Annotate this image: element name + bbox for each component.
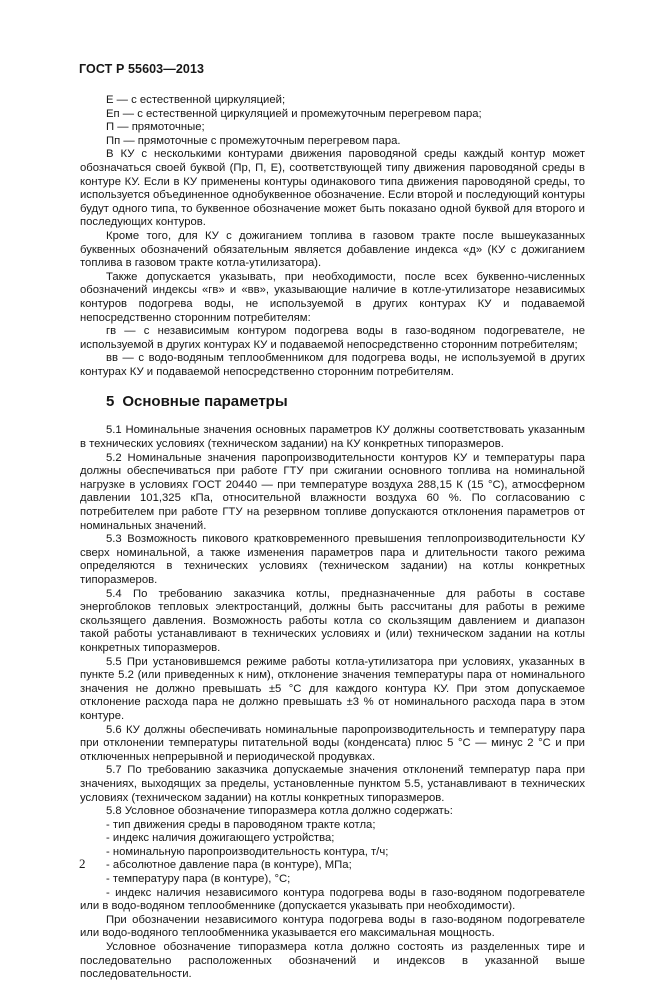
list-item: Еп — с естественной циркуляцией и промежуточным перегревом пара; bbox=[106, 107, 482, 120]
section-title: Основные параметры bbox=[122, 393, 288, 411]
clause-5-7: 5.7 По требованию заказчика допускаемые значения отклонений температур пара при значениях, выходящих за пределы, установленные пунктом 5.5, устанавливают в технических условиях (техническом задании) на котлы конкретных типоразмеров. bbox=[80, 764, 585, 804]
clause-5-6: 5.6 КУ должны обеспечивать номинальные паропроизводительность и температуру пара при отклонении температуры питательной воды (конденсата) плюс 5 °С — минус 2 °С и при отключенных непрерывной и периодической продувках. bbox=[80, 723, 585, 763]
clause-5-1: 5.1 Номинальные значения основных параметров КУ должны соответствовать указанным в технических условиях (техническом задании) на КУ конкретных типоразмеров. bbox=[80, 424, 585, 451]
page-number: 2 bbox=[79, 856, 86, 871]
list-item: - индекс наличия независимого контура подогрева воды в газо-водяном подогревателе или в водо-водяном теплообменнике (допускается указывать при необходимости). bbox=[80, 886, 585, 913]
paragraph: В КУ с несколькими контурами движения пароводяной среды каждый контур может обозначаться своей буквой (Пр, П, Е), соответствующей типу движения пароводяной среды в контуре КУ. Если в КУ применены контуры одинакового типа движения пароводяной среды, то используется объединенное однобуквенное обозначение. Если второй и последующий контуры будут одного типа, то буквенное обозначение может быть показано одной буквой для второго и последующих контуров. bbox=[80, 148, 585, 229]
list-item: - номинальную паропроизводительность контура, т/ч; bbox=[106, 845, 389, 858]
designation-list bbox=[80, 819, 585, 914]
clause-5-3: 5.3 Возможность пикового кратковременного превышения теплопроизводительности КУ сверх номинальной, а также изменения параметров пара и длительности такого режима определяются в технических условиях (техническом задании) на котлы конкретных типоразмеров. bbox=[80, 533, 585, 586]
clause-5-8: 5.8 Условное обозначение типоразмера котла должно содержать: bbox=[106, 805, 453, 818]
clause-5-4: 5.4 По требованию заказчика котлы, предназначенные для работы в составе энергоблоков тепловых электростанций, должны быть рассчитаны для работы в режиме скользящего давления. Возможность работы котла со скользящим давлением и диапазон такой работы устанавливают в технических условиях и (или) техническом задании на котлы конкретных типоразмеров. bbox=[80, 587, 585, 654]
list-item: - тип движения среды в пароводяном тракте котла; bbox=[106, 818, 376, 831]
list-item: Пп — прямоточные с промежуточным перегревом пара. bbox=[106, 134, 401, 147]
section-number: 5 bbox=[106, 393, 115, 411]
list-item: - абсолютное давление пара (в контуре), МПа; bbox=[106, 859, 352, 872]
list-item: П — прямоточные; bbox=[106, 121, 205, 134]
paragraph: Условное обозначение типоразмера котла должно состоять из разделенных тире и последовательно расположенных обозначений и индексов в указанной выше последовательности. bbox=[80, 941, 585, 981]
page-content bbox=[80, 94, 585, 982]
clause-5-2: 5.2 Номинальные значения паропроизводительности контуров КУ и температуры пара должны обеспечиваться при работе ГТУ при сжигании основного топлива на номинальной нагрузке в условиях ГОСТ 20440 — при температуре воздуха 288,15 К (15 °С), атмосферном давлении 101,325 кПа, относительной влажности воздуха 60 %. По согласованию с потребителем при работе ГТУ на резервном топливе допускаются отклонения параметров от номинальных значений. bbox=[80, 451, 585, 532]
paragraph: Кроме того, для КУ с дожиганием топлива в газовом тракте после вышеуказанных буквенных обозначений обязательным является добавление индекса «д» (КУ с дожиганием топлива в газовом тракте котла-утилизатора). bbox=[80, 229, 585, 270]
list-item: Е — с естественной циркуляцией; bbox=[106, 94, 286, 106]
section-heading bbox=[106, 393, 585, 411]
intro-list bbox=[80, 94, 585, 148]
list-item: - температуру пара (в контуре), °С; bbox=[106, 873, 291, 886]
paragraph: гв — с независимым контуром подогрева воды в газо-водяном подогревателе, не используемой в других контурах КУ и подаваемой непосредственно сторонним потребителям; bbox=[80, 325, 585, 351]
paragraph: вв — с водо-водяным теплообменником для подогрева воды, не используемой в других контурах КУ и подаваемой непосредственно сторонним потребителям. bbox=[80, 352, 585, 378]
paragraph: Также допускается указывать, при необходимости, после всех буквенно-численных обозначений индексы «гв» и «вв», указывающие наличие в котле-утилизаторе независимых контуров подогрева воды, не используемой в других контурах КУ и подаваемой непосредственно сторонним потребителям: bbox=[80, 270, 585, 324]
document-header: ГОСТ Р 55603—2013 bbox=[79, 62, 205, 76]
clause-5-5: 5.5 При установившемся режиме работы котла-утилизатора при условиях, указанных в пункте 5.2 (или приведенных к ним), отклонение значения температуры пара от номинального значения не должно превышать ±5 °С для каждого контура КУ. При этом допускаемое отклонение расхода пара не должно превышать ±3 % от номинального расхода пара в этом контуре. bbox=[80, 655, 585, 722]
paragraph: При обозначении независимого контура подогрева воды в газо-водяном подогревателе или водо-водяного теплообменника указывается его максимальная мощность. bbox=[80, 913, 585, 940]
list-item: - индекс наличия дожигающего устройства; bbox=[106, 832, 335, 845]
